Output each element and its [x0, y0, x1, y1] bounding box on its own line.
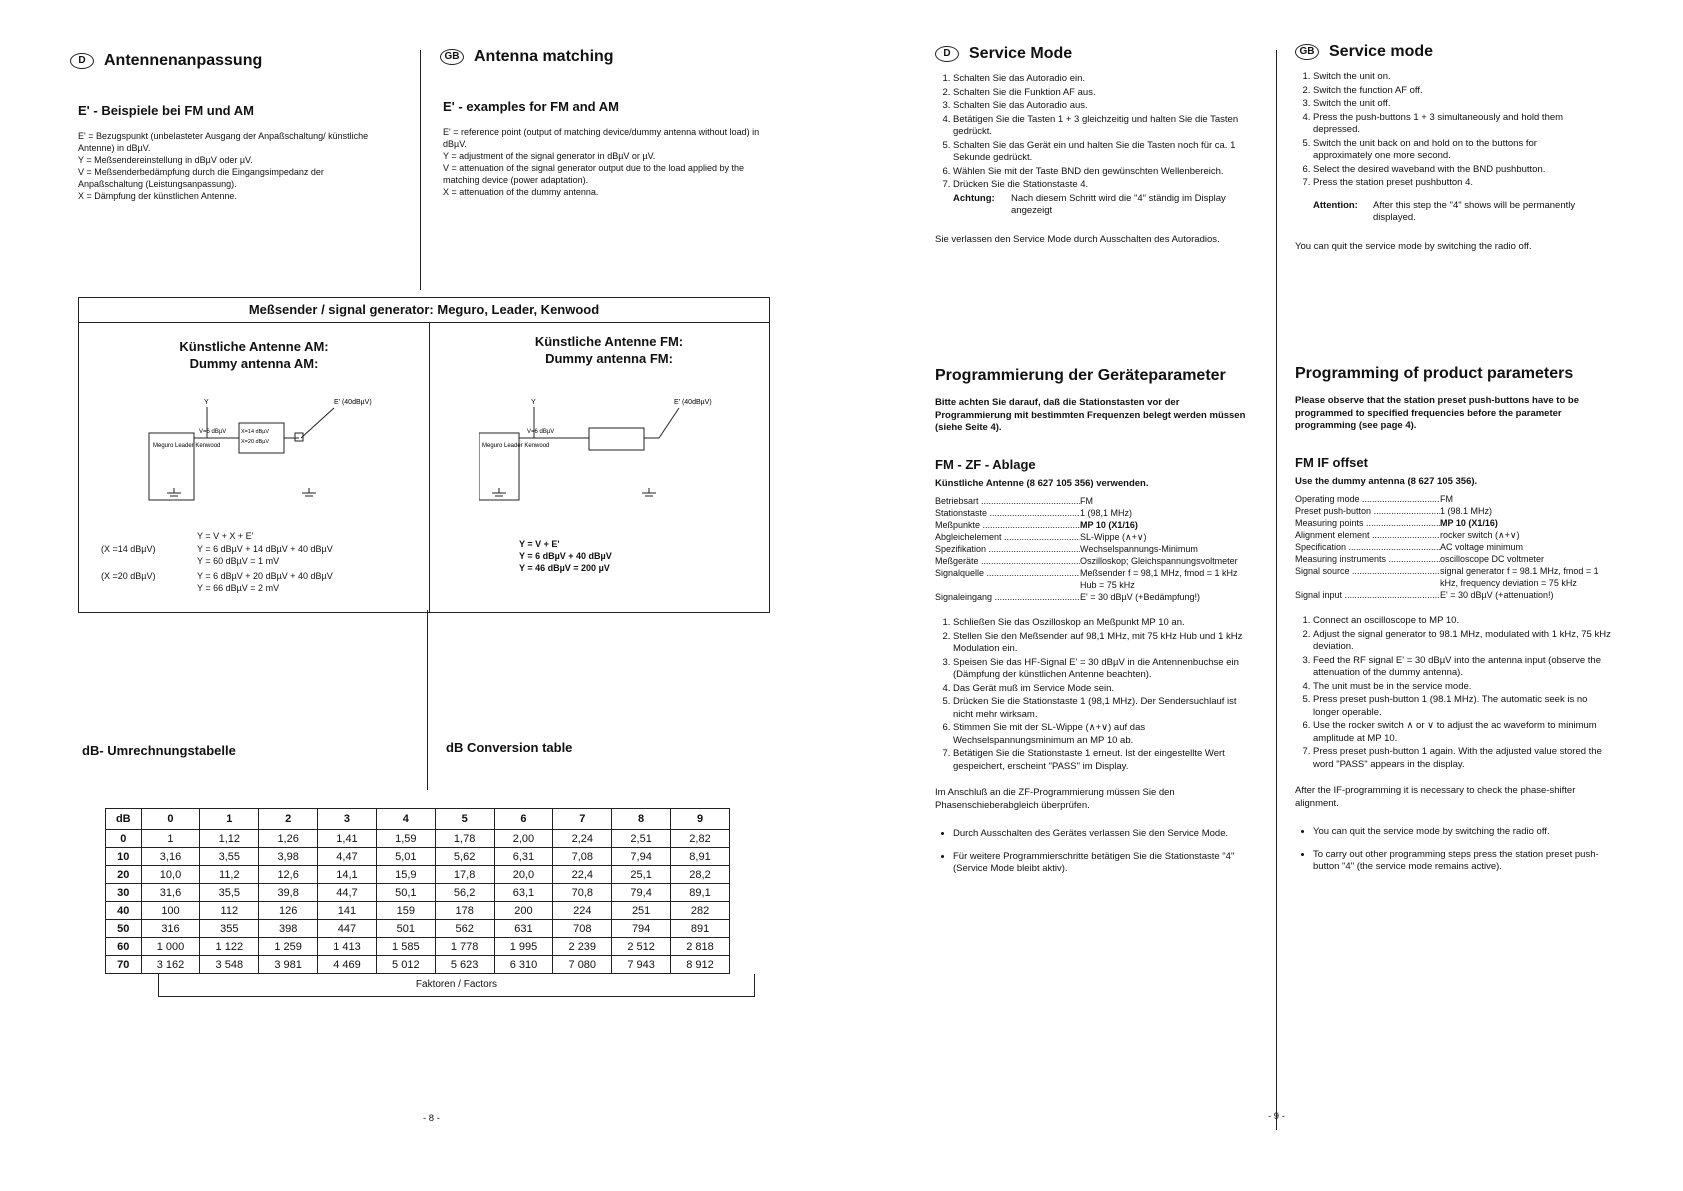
- table-row: 50 316 355 398 447 501 562 631 708 794 891: [106, 920, 730, 938]
- list-item: 6. Stimmen Sie mit der SL-Wippe (∧+∨) auf das Wechselspannungsminimum an MP 10 ab.: [953, 722, 1255, 747]
- list-item: 6. Use the rocker switch ∧ or ∨ to adjust the ac waveform to minimum amplitude at MP 10.: [1313, 720, 1615, 745]
- de-antenna-heading: D Antennenanpassung: [70, 52, 262, 70]
- param-row: Meßpunkte ..... MP 10 (X1/16): [935, 519, 1255, 531]
- list-item: 1. Switch the unit on.: [1313, 71, 1595, 84]
- de-programming-steps: [935, 617, 1255, 773]
- list-item: 5. Schalten Sie das Gerät ein und halten Sie die Tasten noch für ca. 1 Sekunde gedrückt.: [953, 140, 1255, 165]
- de-conversion-title: dB- Umrechnungstabelle: [82, 743, 236, 758]
- attention-text: After this step the "4" shows will be permanently displayed.: [1373, 199, 1576, 223]
- table-header-cell: 7: [553, 809, 612, 830]
- am-case1: Y = 6 dBµV + 14 dBµV + 40 dBµV Y = 60 dBµV = 1 mV: [197, 544, 333, 566]
- table-header-cell: 9: [671, 809, 730, 830]
- table-header-cell: 2: [259, 809, 318, 830]
- gb-antenna-heading: GB Antenna matching: [440, 48, 614, 66]
- gb-programming-sub: FM IF offset: [1295, 454, 1368, 470]
- param-row: Preset push-button ..... 1 (98.1 MHz): [1295, 505, 1615, 517]
- de-service-heading: D Service Mode: [935, 45, 1072, 63]
- param-row: Signal input ..... E' = 30 dBµV (+attenuation!): [1295, 589, 1615, 601]
- fm-v-label: V=6 dBµV: [527, 429, 555, 435]
- fm-title: Künstliche Antenne FM: Dummy antenna FM:: [534, 334, 684, 366]
- page-number-left: - 8 -: [423, 1113, 440, 1124]
- gb-programming: [1295, 365, 1615, 884]
- param-row: Specification ..... AC voltage minimum: [1295, 541, 1615, 553]
- am-y-label: Y: [204, 399, 209, 406]
- de-badge: D: [70, 53, 94, 69]
- list-item: • Durch Ausschalten des Gerätes verlassen Sie den Service Mode.: [953, 828, 1255, 841]
- gb-service-heading: GB Service mode: [1295, 43, 1433, 61]
- gb-example-line: E' = reference point (output of matching device/dummy antenna without load) in dBµV.: [443, 127, 760, 149]
- right-column-divider: [1276, 50, 1277, 1130]
- fm-y-label: Y: [531, 399, 536, 406]
- am-x2-label: X=20 dBµV: [241, 439, 270, 445]
- param-row: Measuring points ..... MP 10 (X1/16): [1295, 517, 1615, 529]
- de-param-list: [935, 495, 1255, 603]
- conversion-table-wrap: [105, 808, 755, 997]
- table-header-cell: dB: [106, 809, 142, 830]
- table-header-cell: 1: [200, 809, 259, 830]
- param-row: Abgleichelement ..... SL-Wippe (∧+∨): [935, 531, 1255, 543]
- list-item: 3. Schalten Sie das Autoradio aus.: [953, 100, 1255, 113]
- am-v-label: V=6 dBµV: [199, 429, 227, 435]
- de-example-block: E' - Beispiele bei FM und AM E' = Bezugspunkt (unbelasteter Ausgang der Anpaßschaltung/ künstliche Antenne) in dBµV. Y = Meßsendereinstellung in dBµV oder µV. V = Meßsenderbedämpfung durch die Eingangsimpedanz der Anpaßschaltung (Leistungsanpassung). X = Dämpfung der künstlichen Antenne.: [78, 103, 378, 202]
- attention-label: Achtung:: [953, 192, 995, 204]
- quit-text: Sie verlassen den Service Mode durch Ausschalten des Autoradios.: [935, 233, 1220, 245]
- table-header-cell: 3: [318, 809, 377, 830]
- gb-programming-title: Programming of product parameters: [1295, 365, 1574, 382]
- param-row: Operating mode ..... FM: [1295, 493, 1615, 505]
- gb-example-line: X = attenuation of the dummy antenna.: [443, 187, 599, 197]
- gb-bullets: [1295, 826, 1615, 874]
- de-badge: D: [935, 46, 959, 62]
- table-header-row: [106, 809, 730, 830]
- list-item: 2. Adjust the signal generator to 98.1 MHz, modulated with 1 kHz, 75 kHz deviation.: [1313, 629, 1615, 654]
- table-row: 60 1 000 1 122 1 259 1 413 1 585 1 778 1 995 2 239 2 512 2 818: [106, 938, 730, 956]
- de-example-line: V = Meßsenderbedämpfung durch die Eingangsimpedanz der Anpaßschaltung (Leistungsanpassung).: [78, 167, 324, 189]
- list-item: 2. Stellen Sie den Meßsender auf 98,1 MHz, mit 75 kHz Hub und 1 kHz Modulation ein.: [953, 631, 1255, 656]
- gb-dummy-note: Use the dummy antenna (8 627 105 356).: [1295, 475, 1478, 487]
- left-column-divider-lower: [427, 610, 428, 790]
- table-row: 10 3,16 3,55 3,98 4,47 5,01 5,62 6,31 7,08 7,94 8,91: [106, 848, 730, 866]
- list-item: 6. Select the desired waveband with the BND pushbutton.: [1313, 164, 1595, 177]
- param-row: Signal source ..... signal generator f = 98.1 MHz, fmod = 1 kHz, frequency deviation = 75 kHz: [1295, 565, 1615, 589]
- table-header-cell: 4: [376, 809, 435, 830]
- gb-example-line: Y = adjustment of the signal generator in dBµV or µV.: [443, 151, 656, 161]
- de-programming-sub: FM - ZF - Ablage: [935, 456, 1036, 472]
- gb-programming-steps: [1295, 615, 1615, 771]
- list-item: 3. Speisen Sie das HF-Signal E' = 30 dBµV in die Antennenbuchse ein (Dämpfung der künstlichen Antenne beachten).: [953, 657, 1255, 682]
- left-column-divider: [420, 50, 421, 290]
- de-example-line: Y = Meßsendereinstellung in dBµV oder µV.: [78, 155, 253, 165]
- param-row: Alignment element ..... rocker switch (∧+∨): [1295, 529, 1615, 541]
- de-dummy-note: Künstliche Antenne (8 627 105 356) verwenden.: [935, 477, 1149, 489]
- param-row: Stationstaste ..... 1 (98,1 MHz): [935, 507, 1255, 519]
- attention-text: Nach diesem Schritt wird die "4" ständig im Display angezeigt: [1011, 192, 1226, 216]
- list-item: • Für weitere Programmierschritte betätigen Sie die Stationstaste "4" (Service Mode bleibt aktiv).: [953, 851, 1255, 876]
- gb-param-list: [1295, 493, 1615, 601]
- table-row: 20 10,0 11,2 12,6 14,1 15,9 17,8 20,0 22,4 25,1 28,2: [106, 866, 730, 884]
- am-case1-label: (X =14 dBµV): [101, 544, 156, 554]
- fm-formulas: Y = V + E' Y = 6 dBµV + 40 dBµV Y = 46 dBµV = 200 µV: [519, 539, 612, 573]
- list-item: 2. Switch the function AF off.: [1313, 85, 1595, 98]
- param-row: Measuring instruments ..... oscilloscope DC voltmeter: [1295, 553, 1615, 565]
- list-item: 5. Drücken Sie die Stationstaste 1 (98,1 MHz). Der Sendersuchlauf ist nicht mehr wirksam.: [953, 696, 1255, 721]
- list-item: 5. Press preset push-button 1 (98.1 MHz). The automatic seek is no longer operable.: [1313, 694, 1615, 719]
- list-item: 7. Press the station preset pushbutton 4.: [1313, 177, 1595, 190]
- generator-title: Meßsender / signal generator: Meguro, Leader, Kenwood: [79, 298, 769, 323]
- gb-after-text: After the IF-programming it is necessary to check the phase-shifter alignment.: [1295, 785, 1576, 809]
- param-row: Signaleingang ..... E' = 30 dBµV (+Bedämpfung!): [935, 591, 1255, 603]
- list-item: 5. Switch the unit back on and hold on to the buttons for approximately one more second.: [1313, 138, 1595, 163]
- gb-badge: GB: [1295, 44, 1319, 60]
- list-item: 4. Press the push-buttons 1 + 3 simultaneously and hold them depressed.: [1313, 112, 1595, 137]
- list-item: 4. Das Gerät muß im Service Mode sein.: [953, 683, 1255, 696]
- de-bullets: [935, 828, 1255, 876]
- am-title: Künstliche Antenne AM: Dummy antenna AM:: [179, 339, 329, 371]
- param-row: Meßgeräte ..... Oszilloskop; Gleichspannungsvoltmeter: [935, 555, 1255, 567]
- quit-text: You can quit the service mode by switching the radio off.: [1295, 240, 1532, 252]
- am-circuit-diagram: [129, 393, 419, 503]
- gb-programming-note: Please observe that the station preset push-buttons have to be programmed to specified frequencies before the parameter programming (see page 4).: [1295, 395, 1580, 431]
- table-header-cell: 8: [612, 809, 671, 830]
- de-service-steps: [935, 73, 1255, 246]
- table-header-cell: 6: [494, 809, 553, 830]
- list-item: • To carry out other programming steps press the station preset push-button "4" (the service mode remains active).: [1313, 849, 1615, 874]
- generator-box-divider: [429, 323, 430, 612]
- list-item: 1. Connect an oscilloscope to MP 10.: [1313, 615, 1615, 628]
- list-item: 7. Drücken Sie die Stationstaste 4.: [953, 179, 1255, 192]
- gb-badge: GB: [440, 49, 464, 65]
- table-footer: Faktoren / Factors: [158, 974, 755, 997]
- de-programming: [935, 367, 1255, 886]
- list-item: 2. Schalten Sie die Funktion AF aus.: [953, 87, 1255, 100]
- param-row: Spezifikation ..... Wechselspannungs-Minimum: [935, 543, 1255, 555]
- fm-gen-label: Meguro Leader Kenwood: [482, 443, 550, 449]
- table-row: 30 31,6 35,5 39,8 44,7 50,1 56,2 63,1 70,8 79,4 89,1: [106, 884, 730, 902]
- fm-e-label: E' (40dBµV): [674, 399, 712, 406]
- signal-generator-box: [78, 297, 770, 613]
- am-gen-label: Meguro Leader Kenwood: [153, 443, 221, 449]
- am-case2: Y = 6 dBµV + 20 dBµV + 40 dBµV Y = 66 dBµV = 2 mV: [197, 571, 333, 593]
- list-item: 3. Feed the RF signal E' = 30 dBµV into the antenna input (observe the attenuation of the dummy antenna).: [1313, 655, 1615, 680]
- table-row: 70 3 162 3 548 3 981 4 469 5 012 5 623 6 310 7 080 7 943 8 912: [106, 956, 730, 974]
- de-example-line: X = Dämpfung der künstlichen Antenne.: [78, 191, 237, 201]
- list-item: 1. Schalten Sie das Autoradio ein.: [953, 73, 1255, 86]
- de-after-text: Im Anschluß an die ZF-Programmierung müssen Sie den Phasenschieberabgleich überprüfen.: [935, 787, 1175, 811]
- param-row: Signalquelle ..... Meßsender f = 98,1 MHz, fmod = 1 kHz Hub = 75 kHz: [935, 567, 1255, 591]
- gb-example-line: V = attenuation of the signal generator output due to the load applied by the matching device (power adaptation).: [443, 163, 744, 185]
- table-header-cell: 5: [435, 809, 494, 830]
- am-formula: Y = V + X + E': [197, 531, 254, 541]
- list-item: 3. Switch the unit off.: [1313, 98, 1595, 111]
- list-item: 1. Schließen Sie das Oszilloskop an Meßpunkt MP 10 an.: [953, 617, 1255, 630]
- table-row: 0 1 1,12 1,26 1,41 1,59 1,78 2,00 2,24 2,51 2,82: [106, 830, 730, 848]
- list-item: 6. Wählen Sie mit der Taste BND den gewünschten Wellenbereich.: [953, 166, 1255, 179]
- gb-conversion-title: dB Conversion table: [446, 740, 573, 755]
- am-x1-label: X=14 dBµV: [241, 429, 270, 435]
- de-programming-title: Programmierung der Geräteparameter: [935, 367, 1226, 384]
- fm-circuit-diagram: [479, 393, 759, 503]
- de-programming-note: Bitte achten Sie darauf, daß die Stationstasten vor der Programmierung mit bestimmten Frequenzen belegt werden müssen (siehe Seite 4).: [935, 397, 1246, 433]
- am-case2-label: (X =20 dBµV): [101, 571, 156, 581]
- table-row: 40 100 112 126 141 159 178 200 224 251 282: [106, 902, 730, 920]
- de-example-line: E' = Bezugspunkt (unbelasteter Ausgang der Anpaßschaltung/ künstliche Antenne) in dBµV.: [78, 131, 369, 153]
- gb-example-block: E' - examples for FM and AM E' = reference point (output of matching device/dummy antenna without load) in dBµV. Y = adjustment of the signal generator in dBµV or µV. V = attenuation of the signal generator output due to the load applied by the matching device (power adaptation). X = attenuation of the dummy antenna.: [443, 99, 763, 198]
- list-item: 4. Betätigen Sie die Tasten 1 + 3 gleichzeitig und halten Sie die Tasten gedrückt.: [953, 114, 1255, 139]
- list-item: • You can quit the service mode by switching the radio off.: [1313, 826, 1615, 839]
- page-number-right: - 9 -: [1268, 1111, 1285, 1122]
- param-row: Betriebsart ..... FM: [935, 495, 1255, 507]
- gb-service-steps: [1295, 71, 1595, 253]
- am-e-label: E' (40dBµV): [334, 399, 372, 406]
- list-item: 7. Press preset push-button 1 again. With the adjusted value stored the word "PASS" appears in the display.: [1313, 746, 1615, 771]
- list-item: 4. The unit must be in the service mode.: [1313, 681, 1615, 694]
- conversion-table: [105, 808, 730, 974]
- list-item: 7. Betätigen Sie die Stationstaste 1 erneut. Ist der eingestellte Wert gespeichert, erscheint "PASS" im Display.: [953, 748, 1255, 773]
- table-header-cell: 0: [141, 809, 200, 830]
- attention-label: Attention:: [1313, 199, 1358, 211]
